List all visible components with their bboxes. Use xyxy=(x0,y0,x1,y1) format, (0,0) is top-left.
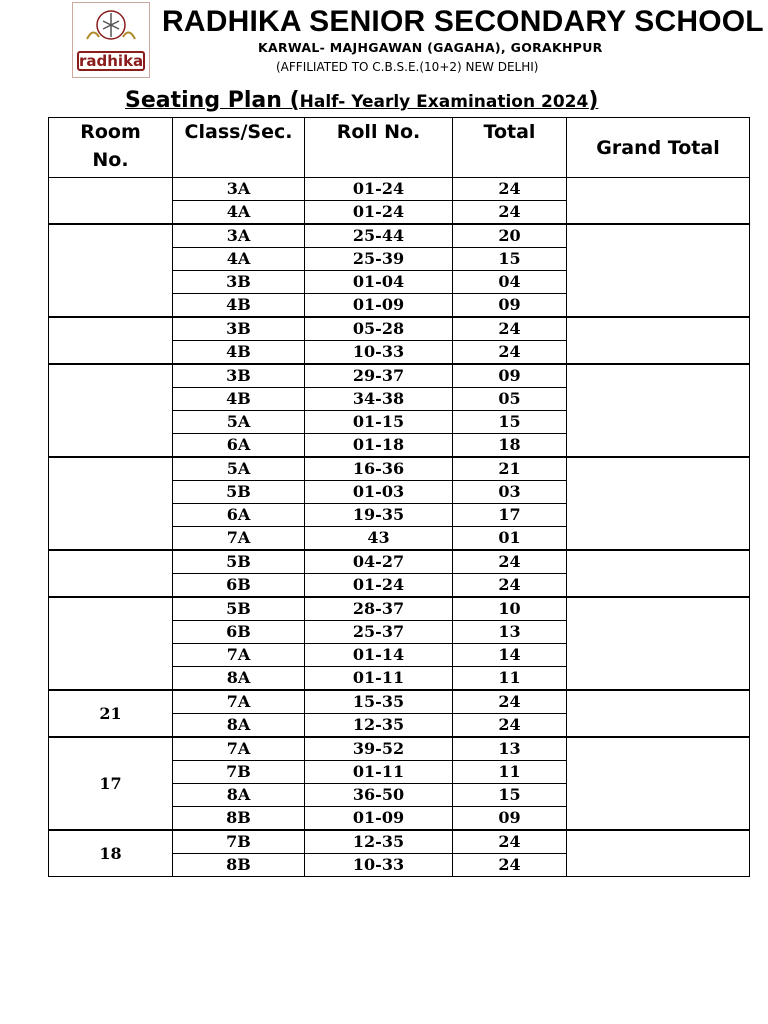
roll-no-cell: 01-15 xyxy=(305,411,453,434)
class-sec-cell: 7B xyxy=(173,761,305,784)
total-cell: 05 xyxy=(453,388,567,411)
grand-total-cell xyxy=(567,550,750,597)
total-cell: 03 xyxy=(453,481,567,504)
roll-no-cell: 01-14 xyxy=(305,644,453,667)
emblem-icon xyxy=(73,3,149,55)
table-row xyxy=(49,690,750,714)
table-row xyxy=(49,178,750,201)
roll-no-cell: 19-35 xyxy=(305,504,453,527)
class-sec-cell: 8A xyxy=(173,667,305,691)
total-cell: 21 xyxy=(453,457,567,481)
roll-no-cell: 01-11 xyxy=(305,667,453,691)
class-sec-cell: 3B xyxy=(173,364,305,388)
room-number-cell: 18 xyxy=(49,830,173,877)
total-cell: 24 xyxy=(453,574,567,598)
class-sec-cell: 5B xyxy=(173,550,305,574)
total-cell: 24 xyxy=(453,201,567,225)
header-grand-total: Grand Total xyxy=(567,118,750,178)
total-cell: 24 xyxy=(453,178,567,201)
room-number-cell: 17 xyxy=(49,737,173,830)
table-header-row xyxy=(49,118,750,178)
total-cell: 11 xyxy=(453,667,567,691)
roll-no-cell: 25-39 xyxy=(305,248,453,271)
class-sec-cell: 7A xyxy=(173,644,305,667)
class-sec-cell: 8A xyxy=(173,714,305,738)
roll-no-cell: 01-09 xyxy=(305,294,453,318)
roll-no-cell: 25-37 xyxy=(305,621,453,644)
seating-plan-table xyxy=(48,117,750,877)
class-sec-cell: 4B xyxy=(173,294,305,318)
affiliation-line: (AFFILIATED TO C.B.S.E.(10+2) NEW DELHI) xyxy=(276,60,539,74)
roll-no-cell: 01-09 xyxy=(305,807,453,831)
roll-no-cell: 04-27 xyxy=(305,550,453,574)
grand-total-cell xyxy=(567,737,750,830)
class-sec-cell: 5B xyxy=(173,481,305,504)
total-cell: 15 xyxy=(453,784,567,807)
grand-total-cell xyxy=(567,830,750,877)
class-sec-cell: 5A xyxy=(173,457,305,481)
class-sec-cell: 3B xyxy=(173,317,305,341)
room-number-cell xyxy=(49,317,173,364)
total-cell: 04 xyxy=(453,271,567,294)
roll-no-cell: 01-11 xyxy=(305,761,453,784)
total-cell: 17 xyxy=(453,504,567,527)
class-sec-cell: 4B xyxy=(173,341,305,365)
header-roll-no: Roll No. xyxy=(305,118,453,178)
roll-no-cell: 15-35 xyxy=(305,690,453,714)
roll-no-cell: 28-37 xyxy=(305,597,453,621)
class-sec-cell: 7A xyxy=(173,527,305,551)
school-logo xyxy=(72,2,150,78)
total-cell: 24 xyxy=(453,317,567,341)
total-cell: 10 xyxy=(453,597,567,621)
class-sec-cell: 4A xyxy=(173,201,305,225)
class-sec-cell: 6A xyxy=(173,504,305,527)
class-sec-cell: 7B xyxy=(173,830,305,854)
roll-no-cell: 39-52 xyxy=(305,737,453,761)
room-number-cell xyxy=(49,597,173,690)
total-cell: 13 xyxy=(453,737,567,761)
class-sec-cell: 8A xyxy=(173,784,305,807)
header-total: Total xyxy=(453,118,567,178)
grand-total-cell xyxy=(567,457,750,550)
total-cell: 24 xyxy=(453,550,567,574)
room-number-cell xyxy=(49,457,173,550)
roll-no-cell: 12-35 xyxy=(305,714,453,738)
table-body xyxy=(49,178,750,877)
logo-wordmark: radhika xyxy=(79,52,144,70)
total-cell: 09 xyxy=(453,294,567,318)
class-sec-cell: 5B xyxy=(173,597,305,621)
class-sec-cell: 8B xyxy=(173,854,305,877)
roll-no-cell: 01-03 xyxy=(305,481,453,504)
header-room-no: Room No. xyxy=(49,118,173,178)
roll-no-cell: 10-33 xyxy=(305,341,453,365)
roll-no-cell: 01-04 xyxy=(305,271,453,294)
total-cell: 14 xyxy=(453,644,567,667)
class-sec-cell: 8B xyxy=(173,807,305,831)
roll-no-cell: 34-38 xyxy=(305,388,453,411)
roll-no-cell: 01-24 xyxy=(305,574,453,598)
grand-total-cell xyxy=(567,364,750,457)
table-row xyxy=(49,597,750,621)
table-row xyxy=(49,457,750,481)
class-sec-cell: 7A xyxy=(173,737,305,761)
roll-no-cell: 12-35 xyxy=(305,830,453,854)
table-row xyxy=(49,550,750,574)
table-row xyxy=(49,830,750,854)
room-number-cell xyxy=(49,224,173,317)
roll-no-cell: 01-24 xyxy=(305,178,453,201)
grand-total-cell xyxy=(567,690,750,737)
table-row xyxy=(49,317,750,341)
table-row xyxy=(49,737,750,761)
class-sec-cell: 4B xyxy=(173,388,305,411)
page-title: Seating Plan (Half- Yearly Examination 2024) xyxy=(125,88,599,113)
total-cell: 09 xyxy=(453,807,567,831)
total-cell: 15 xyxy=(453,248,567,271)
total-cell: 01 xyxy=(453,527,567,551)
class-sec-cell: 6B xyxy=(173,574,305,598)
total-cell: 11 xyxy=(453,761,567,784)
school-name: RADHIKA SENIOR SECONDARY SCHOOL xyxy=(162,5,764,38)
class-sec-cell: 6A xyxy=(173,434,305,458)
roll-no-cell: 05-28 xyxy=(305,317,453,341)
grand-total-cell xyxy=(567,317,750,364)
school-address: KARWAL- MAJHGAWAN (GAGAHA), GORAKHPUR xyxy=(258,40,603,55)
room-number-cell xyxy=(49,364,173,457)
roll-no-cell: 01-18 xyxy=(305,434,453,458)
roll-no-cell: 16-36 xyxy=(305,457,453,481)
grand-total-cell xyxy=(567,224,750,317)
grand-total-cell xyxy=(567,597,750,690)
class-sec-cell: 5A xyxy=(173,411,305,434)
total-cell: 24 xyxy=(453,714,567,738)
total-cell: 18 xyxy=(453,434,567,458)
grand-total-cell xyxy=(567,178,750,225)
header-class-sec: Class/Sec. xyxy=(173,118,305,178)
total-cell: 15 xyxy=(453,411,567,434)
room-number-cell xyxy=(49,550,173,597)
table-row xyxy=(49,364,750,388)
room-number-cell: 21 xyxy=(49,690,173,737)
roll-no-cell: 43 xyxy=(305,527,453,551)
room-number-cell xyxy=(49,178,173,225)
roll-no-cell: 01-24 xyxy=(305,201,453,225)
roll-no-cell: 10-33 xyxy=(305,854,453,877)
total-cell: 24 xyxy=(453,341,567,365)
class-sec-cell: 6B xyxy=(173,621,305,644)
roll-no-cell: 36-50 xyxy=(305,784,453,807)
total-cell: 13 xyxy=(453,621,567,644)
class-sec-cell: 3A xyxy=(173,178,305,201)
total-cell: 09 xyxy=(453,364,567,388)
class-sec-cell: 4A xyxy=(173,248,305,271)
roll-no-cell: 25-44 xyxy=(305,224,453,248)
class-sec-cell: 3B xyxy=(173,271,305,294)
total-cell: 24 xyxy=(453,854,567,877)
total-cell: 24 xyxy=(453,830,567,854)
total-cell: 20 xyxy=(453,224,567,248)
roll-no-cell: 29-37 xyxy=(305,364,453,388)
class-sec-cell: 7A xyxy=(173,690,305,714)
total-cell: 24 xyxy=(453,690,567,714)
table-row xyxy=(49,224,750,248)
class-sec-cell: 3A xyxy=(173,224,305,248)
